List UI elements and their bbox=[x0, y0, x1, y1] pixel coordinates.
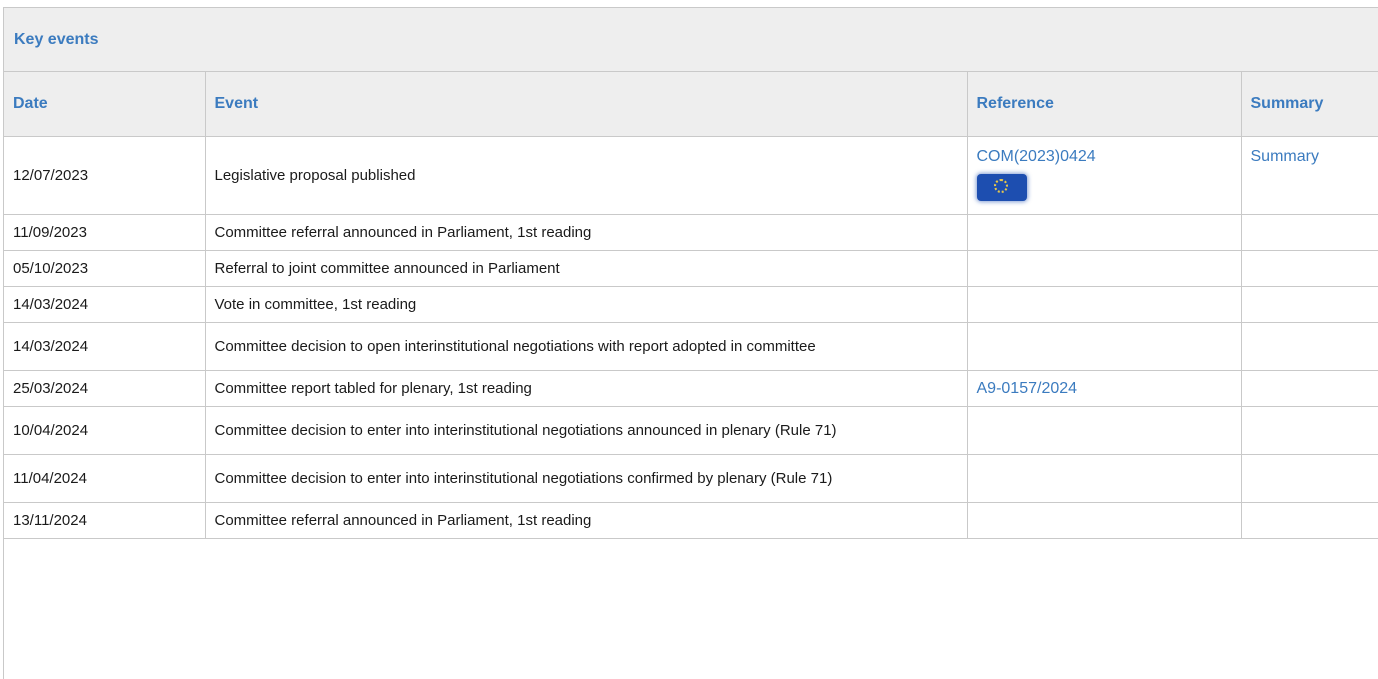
row-date: 25/03/2024 bbox=[4, 370, 205, 406]
row-date: 11/04/2024 bbox=[4, 454, 205, 502]
row-event: Legislative proposal published bbox=[205, 136, 967, 214]
row-date: 11/09/2023 bbox=[4, 214, 205, 250]
row-summary bbox=[1241, 370, 1378, 406]
row-reference bbox=[967, 250, 1241, 286]
table-row bbox=[4, 322, 1378, 370]
key-events-table bbox=[4, 72, 1378, 539]
table-row bbox=[4, 214, 1378, 250]
table-row bbox=[4, 286, 1378, 322]
row-reference bbox=[967, 454, 1241, 502]
column-header-event: Event bbox=[205, 72, 967, 136]
row-reference bbox=[967, 406, 1241, 454]
reference-link[interactable]: COM(2023)0424 bbox=[976, 147, 1096, 165]
row-reference bbox=[967, 214, 1241, 250]
row-summary bbox=[1241, 322, 1378, 370]
row-reference bbox=[967, 136, 1241, 214]
column-header-date: Date bbox=[4, 72, 205, 136]
row-summary bbox=[1241, 214, 1378, 250]
row-event: Committee referral announced in Parliament, 1st reading bbox=[205, 214, 967, 250]
row-event: Committee report tabled for plenary, 1st reading bbox=[205, 370, 967, 406]
table-row bbox=[4, 250, 1378, 286]
row-reference bbox=[967, 370, 1241, 406]
row-reference bbox=[967, 322, 1241, 370]
row-event: Committee referral announced in Parliament, 1st reading bbox=[205, 502, 967, 538]
row-event: Committee decision to open interinstitutional negotiations with report adopted in committee bbox=[205, 322, 967, 370]
row-summary bbox=[1241, 250, 1378, 286]
row-event: Referral to joint committee announced in Parliament bbox=[205, 250, 967, 286]
eu-flag-icon[interactable] bbox=[977, 174, 1027, 201]
row-reference bbox=[967, 502, 1241, 538]
key-events-panel bbox=[3, 7, 1378, 679]
row-date: 12/07/2023 bbox=[4, 136, 205, 214]
row-summary bbox=[1241, 136, 1378, 214]
table-row bbox=[4, 406, 1378, 454]
table-row bbox=[4, 502, 1378, 538]
row-date: 10/04/2024 bbox=[4, 406, 205, 454]
row-date: 14/03/2024 bbox=[4, 286, 205, 322]
summary-link[interactable]: Summary bbox=[1250, 147, 1319, 165]
column-header-reference: Reference bbox=[967, 72, 1241, 136]
column-header-summary: Summary bbox=[1241, 72, 1378, 136]
row-summary bbox=[1241, 406, 1378, 454]
row-date: 05/10/2023 bbox=[4, 250, 205, 286]
table-row bbox=[4, 454, 1378, 502]
row-summary bbox=[1241, 454, 1378, 502]
table-row bbox=[4, 370, 1378, 406]
reference-link[interactable]: A9-0157/2024 bbox=[976, 379, 1078, 397]
row-event: Committee decision to enter into interinstitutional negotiations confirmed by plenary (Rule 71) bbox=[205, 454, 967, 502]
table-header-row bbox=[4, 72, 1378, 136]
row-date: 14/03/2024 bbox=[4, 322, 205, 370]
row-summary bbox=[1241, 286, 1378, 322]
section-title: Key events bbox=[4, 8, 1378, 72]
row-event: Committee decision to enter into interinstitutional negotiations announced in plenary (Rule 71) bbox=[205, 406, 967, 454]
row-date: 13/11/2024 bbox=[4, 502, 205, 538]
row-event: Vote in committee, 1st reading bbox=[205, 286, 967, 322]
row-summary bbox=[1241, 502, 1378, 538]
table-row bbox=[4, 136, 1378, 214]
row-reference bbox=[967, 286, 1241, 322]
